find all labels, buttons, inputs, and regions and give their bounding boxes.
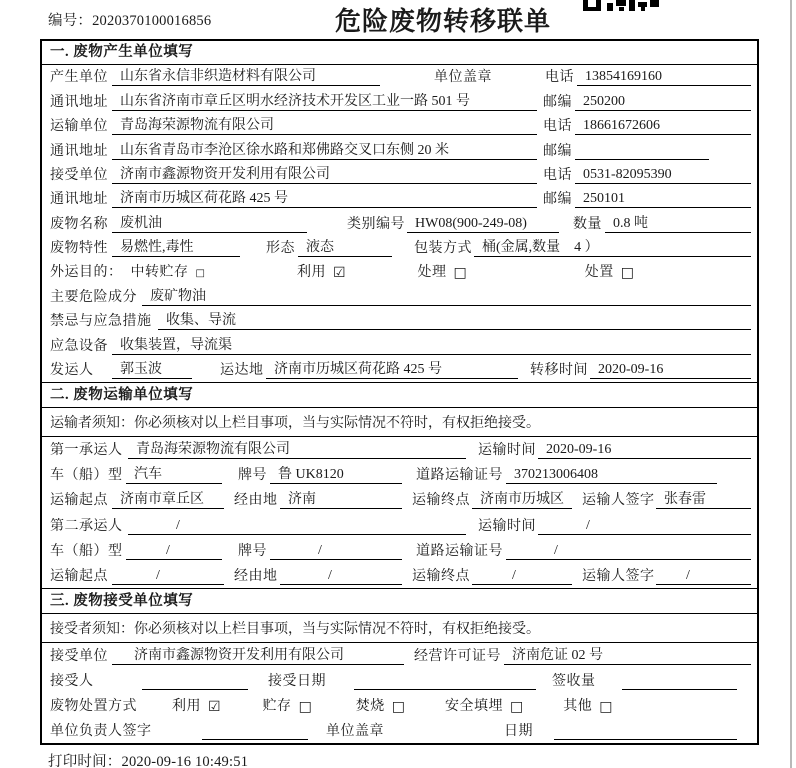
- vehicle-type-field: /: [126, 542, 222, 560]
- road-license-field: /: [506, 542, 751, 560]
- transfer-time-field: 2020-09-16: [590, 361, 751, 379]
- form-label: 形态: [266, 241, 295, 256]
- transporter-zip-field: [575, 159, 709, 160]
- document-header: [0, 0, 796, 39]
- unit-seal-label: 单位盖章: [434, 70, 492, 86]
- phone-label: 电话: [545, 70, 574, 86]
- endpoint-field: /: [472, 567, 572, 585]
- row-producer: [42, 65, 757, 89]
- producer-address-field: 山东省济南市章丘区明水经济技术开发区工业一路 501 号: [112, 93, 537, 111]
- via-label: 经由地: [234, 493, 278, 509]
- option-label: 利用: [296, 265, 326, 281]
- option-label: 利用: [172, 699, 201, 714]
- quantity-field: 0.8 吨: [605, 215, 751, 233]
- purpose-option-treat: [418, 264, 467, 281]
- row-waste-traits: [42, 236, 757, 260]
- transporter-sign-label: 运输人签字: [582, 493, 655, 509]
- packaging-field: 桶(金属,数量 4 ）: [474, 239, 751, 257]
- via-field: 济南: [280, 491, 402, 509]
- vehicle-type-label: 车（船）型: [50, 468, 123, 484]
- section2-heading: 二. 废物运输单位填写: [42, 382, 757, 408]
- date-field: [554, 739, 737, 740]
- disposal-option-incinerate: [356, 698, 405, 715]
- receiver-label: 接受单位: [50, 167, 108, 183]
- row-receiver: [42, 163, 757, 187]
- option-label: 贮存: [262, 699, 292, 714]
- operation-license-label: 经营许可证号: [414, 649, 501, 664]
- option-label: 中转贮存: [130, 265, 189, 281]
- zip-label: 邮编: [543, 143, 572, 159]
- row-transporter-address: [42, 138, 757, 162]
- received-qty-field: [622, 689, 737, 690]
- purpose-option-utilize: [297, 264, 346, 281]
- taboo-field: 收集、导流: [158, 312, 751, 330]
- option-label: 处置: [584, 265, 614, 281]
- address-label: 通讯地址: [50, 192, 108, 208]
- transfer-time-label: 转移时间: [530, 362, 588, 378]
- checkbox-utilize-checked: ☑: [208, 699, 221, 715]
- notice-text: 接受者须知：你必须核对以上栏目事项，当与实际情况不符时，有权拒绝接受。: [50, 622, 540, 637]
- receiver-notice: [42, 614, 757, 643]
- carrier2-label: 第二承运人: [50, 518, 123, 534]
- option-label: 焚烧: [355, 699, 385, 714]
- receiving-unit-label: 接受单位: [50, 649, 108, 664]
- producer-field: 山东省永信非织造材料有限公司: [112, 68, 380, 86]
- checkbox-incinerate: □: [391, 699, 406, 715]
- producer-label: 产生单位: [50, 70, 108, 86]
- section3-heading: 三. 废物接受单位填写: [42, 588, 757, 614]
- disposal-option-landfill: [445, 698, 523, 715]
- hazard-field: 废矿物油: [142, 288, 751, 306]
- plate-label: 牌号: [238, 543, 267, 559]
- section2-body: [42, 437, 757, 588]
- destination-field: 济南市历城区荷花路 425 号: [266, 361, 518, 379]
- disposal-method-label: 废物处置方式: [50, 699, 137, 714]
- receiving-unit-field: 济南市鑫源物资开发利用有限公司: [112, 647, 404, 665]
- waste-traits-field: 易燃性,毒性: [112, 239, 240, 257]
- row-vehicle1: [42, 462, 757, 487]
- received-qty-label: 签收量: [552, 674, 596, 689]
- date-label: 日期: [504, 724, 533, 739]
- origin-label: 运输起点: [50, 493, 108, 509]
- receive-date-field: [354, 689, 536, 690]
- producer-phone-field: 13854169160: [577, 68, 751, 86]
- receiver-phone-field: 0531-82095390: [575, 166, 751, 184]
- checkbox-dispose: □: [620, 265, 634, 282]
- destination-label: 运达地: [220, 362, 264, 378]
- serial-value: 2020370100016856: [92, 13, 212, 29]
- receiver-person-label: 接受人: [50, 674, 94, 689]
- receiver-zip-field: 250101: [575, 190, 751, 208]
- form-field: 液态: [298, 239, 392, 257]
- transporter-sign-label: 运输人签字: [582, 568, 655, 584]
- receiver-address-field: 济南市历城区荷花路 425 号: [112, 190, 537, 208]
- checkbox-transfer-storage: □: [195, 268, 205, 280]
- road-license-field: 370213006408: [506, 466, 717, 484]
- row-purpose: [42, 260, 757, 284]
- row-taboo-measures: [42, 309, 757, 333]
- row-shipper: [42, 358, 757, 382]
- transport-time-label: 运输时间: [478, 518, 536, 534]
- waste-name-label: 废物名称: [50, 216, 108, 232]
- transporter-field: 青岛海荣源物流有限公司: [112, 117, 537, 135]
- row-producer-address: [42, 89, 757, 113]
- print-time-label: 打印时间：: [48, 754, 122, 768]
- waste-traits-label: 废物特性: [50, 241, 108, 256]
- checkbox-landfill: □: [510, 699, 524, 715]
- via-label: 经由地: [234, 568, 278, 584]
- row-responsible-sign: [42, 718, 757, 743]
- receiver-person-field: [142, 689, 248, 690]
- transporter-address-field: 山东省青岛市李沧区徐水路和郑佛路交叉口东侧 20 米: [112, 142, 537, 160]
- row-carrier1: [42, 437, 757, 462]
- zip-label: 邮编: [543, 192, 572, 208]
- page-edge-line: [790, 0, 792, 768]
- endpoint-label: 运输终点: [412, 493, 470, 509]
- print-time: [48, 750, 248, 768]
- transporter-phone-field: 18661672606: [575, 117, 751, 135]
- purpose-option-dispose: [585, 264, 634, 281]
- option-label: 处理: [417, 265, 447, 281]
- row-emergency-equipment: [42, 333, 757, 357]
- transporter-sign-field: /: [656, 567, 751, 585]
- vehicle-type-field: 汽车: [126, 466, 222, 484]
- address-label: 通讯地址: [50, 94, 108, 110]
- endpoint-field: 济南市历城区: [472, 491, 572, 509]
- row-carrier2: [42, 512, 757, 537]
- row-route2: [42, 563, 757, 588]
- row-receiving-unit: [42, 643, 757, 668]
- row-waste-name: [42, 211, 757, 235]
- endpoint-label: 运输终点: [412, 568, 470, 584]
- checkbox-utilize-checked: ☑: [332, 265, 346, 282]
- section1-body: [42, 65, 757, 382]
- row-hazard-components: [42, 284, 757, 308]
- origin-label: 运输起点: [50, 568, 108, 584]
- unit-seal-label: 单位盖章: [326, 724, 384, 739]
- section3-body: [42, 643, 757, 743]
- category-code-field: HW08(900-249-08): [407, 215, 559, 233]
- taboo-label: 禁忌与应急措施: [50, 314, 152, 330]
- receive-date-label: 接受日期: [268, 674, 326, 689]
- transport-time-label: 运输时间: [478, 443, 536, 459]
- checkbox-storage: □: [298, 699, 312, 715]
- disposal-option-utilize: [172, 698, 221, 715]
- checkbox-other: □: [599, 699, 613, 715]
- disposal-option-other: [563, 698, 612, 715]
- row-disposal-method: [42, 693, 757, 718]
- row-route1: [42, 487, 757, 512]
- disposal-option-storage: [263, 698, 312, 715]
- road-license-label: 道路运输证号: [416, 468, 503, 484]
- transporter-label: 运输单位: [50, 119, 108, 135]
- section1-heading: 一. 废物产生单位填写: [42, 41, 757, 65]
- operation-license-field: 济南危证 02 号: [504, 647, 751, 665]
- phone-label: 电话: [543, 119, 572, 135]
- transporter-sign-field: 张春雷: [656, 491, 751, 509]
- row-transporter: [42, 114, 757, 138]
- purpose-option-transfer-storage: [131, 264, 205, 281]
- via-field: /: [280, 567, 402, 585]
- receiver-field: 济南市鑫源物资开发利用有限公司: [112, 166, 537, 184]
- zip-label: 邮编: [543, 94, 572, 110]
- carrier1-label: 第一承运人: [50, 443, 123, 459]
- hazard-label: 主要危险成分: [50, 289, 137, 305]
- serial-label: 编号：: [48, 13, 93, 29]
- responsible-sign-field: [202, 739, 308, 740]
- equipment-field: 收集装置，导流渠: [112, 337, 751, 355]
- waste-name-field: 废机油: [112, 215, 307, 233]
- purpose-label: 外运目的：: [50, 265, 123, 281]
- equipment-label: 应急设备: [50, 338, 108, 354]
- carrier1-field: 青岛海荣源物流有限公司: [128, 441, 466, 459]
- manifest-form: [40, 39, 759, 745]
- print-time-value: 2020-09-16 10:49:51: [121, 754, 249, 768]
- shipper-field: 郭玉波: [112, 361, 192, 379]
- plate-field: 鲁 UK8120: [270, 466, 402, 484]
- transporter-notice: [42, 408, 757, 437]
- category-code-label: 类别编号: [347, 216, 405, 232]
- responsible-sign-label: 单位负责人签字: [50, 724, 152, 739]
- page-title: 危险废物转移联单: [334, 7, 551, 36]
- qr-code-fragment: [583, 0, 659, 11]
- vehicle-type-label: 车（船）型: [50, 543, 123, 559]
- origin-field: 济南市章丘区: [112, 491, 224, 509]
- shipper-label: 发运人: [50, 362, 94, 378]
- row-receiver-address: [42, 187, 757, 211]
- carrier1-time-field: 2020-09-16: [538, 441, 751, 459]
- plate-label: 牌号: [238, 468, 267, 484]
- row-receiver-person: [42, 668, 757, 693]
- packaging-label: 包装方式: [414, 241, 472, 256]
- notice-text: 运输者须知：你必须核对以上栏目事项，当与实际情况不符时，有权拒绝接受。: [50, 416, 540, 431]
- address-label: 通讯地址: [50, 143, 108, 159]
- plate-field: /: [270, 542, 402, 560]
- road-license-label: 道路运输证号: [416, 543, 503, 559]
- carrier2-field: /: [128, 517, 466, 535]
- quantity-label: 数量: [573, 216, 602, 232]
- option-label: 其他: [563, 699, 593, 714]
- origin-field: /: [112, 567, 224, 585]
- option-label: 安全填埋: [445, 699, 504, 714]
- row-vehicle2: [42, 538, 757, 563]
- phone-label: 电话: [543, 167, 572, 183]
- checkbox-treat: □: [453, 265, 467, 282]
- carrier2-time-field: /: [538, 517, 751, 535]
- producer-zip-field: 250200: [575, 93, 751, 111]
